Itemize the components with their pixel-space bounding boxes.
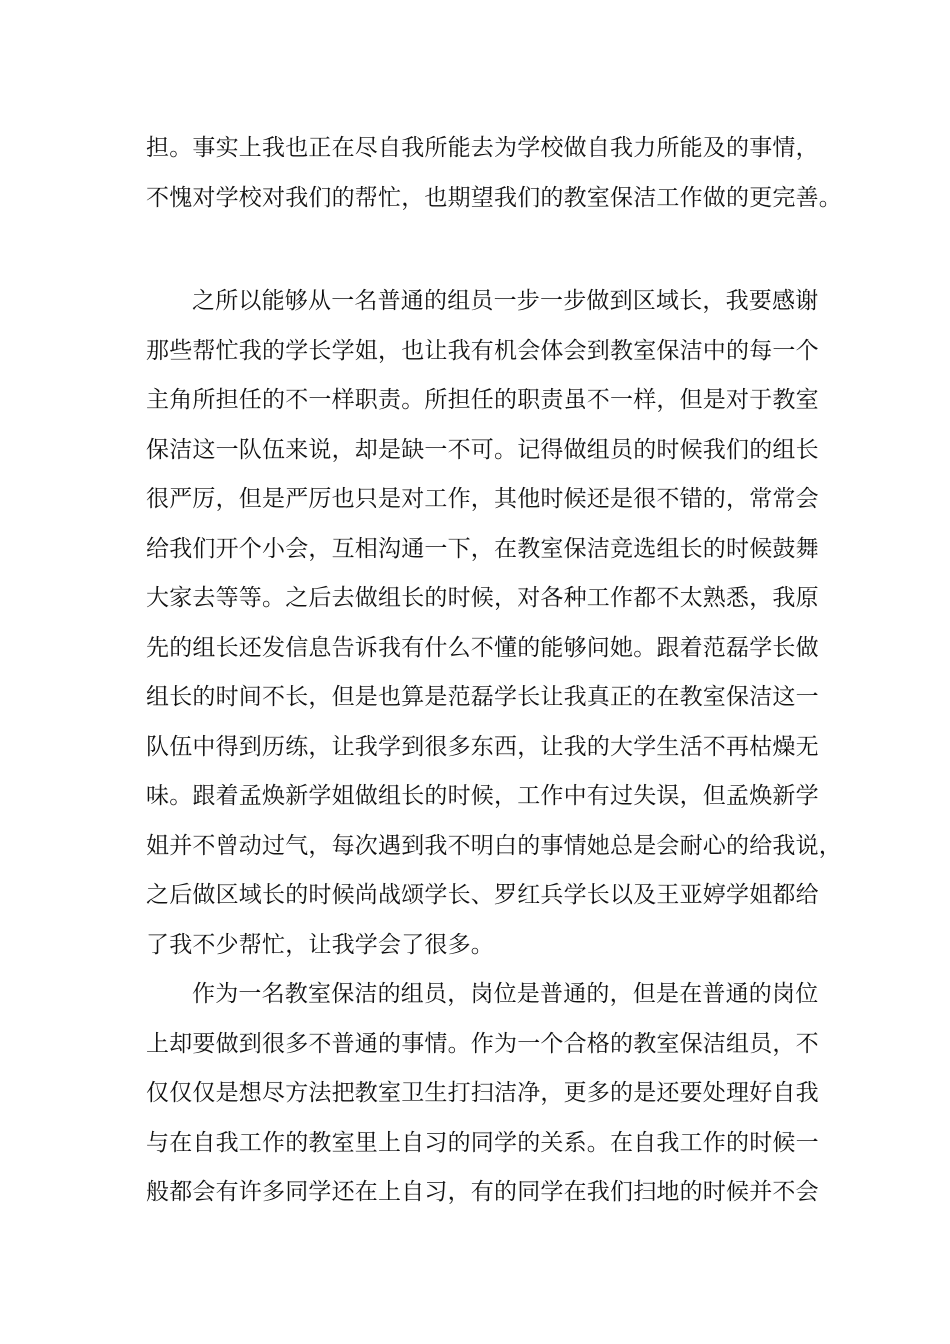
paragraph-line: 作为一名教室保洁的组员，岗位是普通的，但是在普通的岗位 bbox=[192, 981, 819, 1007]
paragraph-line: 给我们开个小会，互相沟通一下，在教室保洁竞选组长的时候鼓舞 bbox=[146, 535, 819, 562]
paragraph-line: 之所以能够从一名普通的组员一步一步做到区域长，我要感谢 bbox=[192, 288, 819, 314]
paragraph-line: 上却要做到很多不普通的事情。作为一个合格的教室保洁组员，不 bbox=[146, 1030, 819, 1057]
paragraph-line: 很严厉，但是严厉也只是对工作，其他时候还是很不错的，常常会 bbox=[146, 486, 819, 512]
paragraph-line: 了我不少帮忙，让我学会了很多。 bbox=[146, 931, 494, 958]
paragraph-line: 先的组长还发信息告诉我有什么不懂的能够问她。跟着范磊学长做 bbox=[146, 634, 819, 661]
paragraph-line: 大家去等等。之后去做组长的时候，对各种工作都不太熟悉，我原 bbox=[146, 585, 819, 611]
paragraph-line: 组长的时间不长，但是也算是范磊学长让我真正的在教室保洁这一 bbox=[146, 684, 819, 710]
paragraph-line: 保洁这一队伍来说，却是缺一不可。记得做组员的时候我们的组长 bbox=[146, 436, 819, 463]
paragraph-line: 主角所担任的不一样职责。所担任的职责虽不一样，但是对于教室 bbox=[146, 387, 819, 413]
paragraph-line: 般都会有许多同学还在上自习，有的同学在我们扫地的时候并不会 bbox=[146, 1179, 819, 1205]
paragraph-1 bbox=[146, 124, 842, 223]
paragraph-3 bbox=[146, 970, 818, 1218]
paragraph-line: 那些帮忙我的学长学姐，也让我有机会体会到教室保洁中的每一个 bbox=[146, 337, 819, 364]
paragraph-line: 队伍中得到历练，让我学到很多东西，让我的大学生活不再枯燥无 bbox=[146, 733, 819, 760]
paragraph-line: 不愧对学校对我们的帮忙，也期望我们的教室保洁工作做的更完善。 bbox=[146, 184, 842, 211]
paragraph-line: 担。事实上我也正在尽自我所能去为学校做自我力所能及的事情， bbox=[146, 135, 819, 161]
paragraph-line: 仅仅仅是想尽方法把教室卫生打扫洁净，更多的是还要处理好自我 bbox=[146, 1080, 819, 1106]
paragraph-line: 姐并不曾动过气，每次遇到我不明白的事情她总是会耐心的给我说， bbox=[146, 832, 842, 859]
paragraph-line: 味。跟着孟焕新学姐做组长的时候，工作中有过失误，但孟焕新学 bbox=[146, 783, 819, 809]
paragraph-line: 与在自我工作的教室里上自习的同学的关系。在自我工作的时候一 bbox=[146, 1129, 819, 1156]
paragraph-line: 之后做区域长的时候尚战颂学长、罗红兵学长以及王亚婷学姐都给 bbox=[146, 882, 819, 908]
paragraph-2 bbox=[146, 277, 842, 970]
